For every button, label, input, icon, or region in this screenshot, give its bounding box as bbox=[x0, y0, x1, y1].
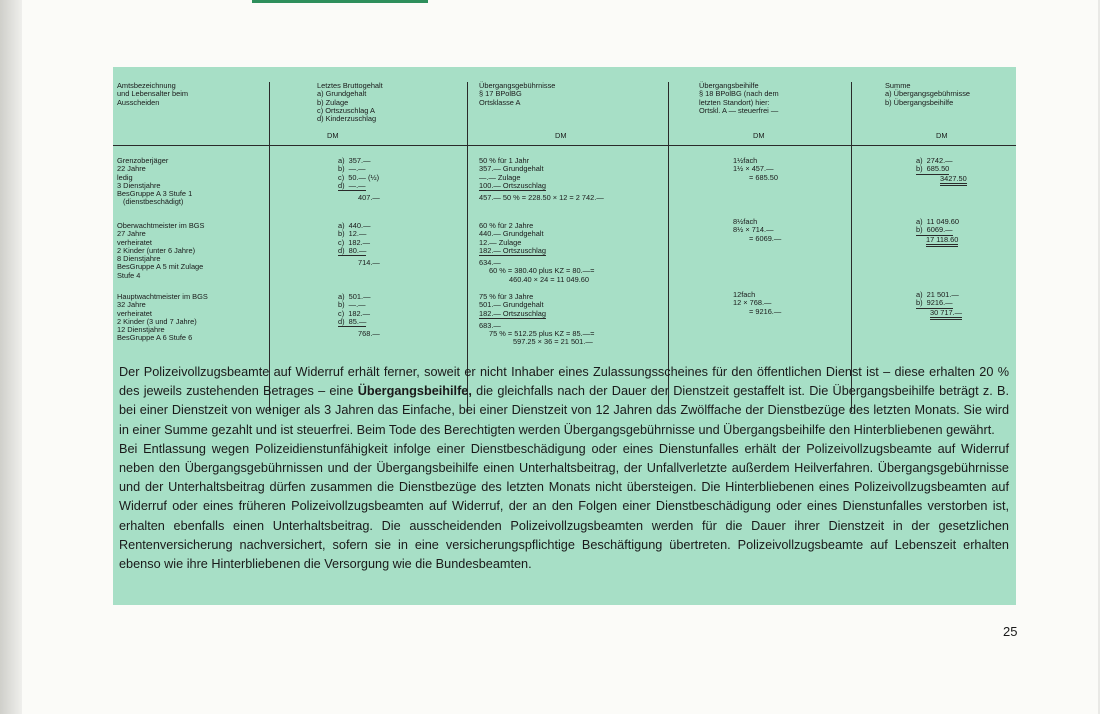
header-line: a) Übergangsgebührnisse bbox=[885, 89, 971, 99]
paragraph-text: Der Polizeivollzugsbeamte auf Widerruf erhält ferner, soweit er nicht Inhaber eines Zulassungsscheines für den öffentlichen Dienst ist – diese erhalten 20 % des jeweils zustehenden Betrages – eine bbox=[119, 365, 1009, 399]
beihilfe-line: 8½ × 714.— bbox=[733, 225, 774, 235]
person-line: Stufe 4 bbox=[117, 270, 141, 280]
person-line: 3 Dienstjahre bbox=[117, 180, 161, 190]
unit-label: DM bbox=[753, 131, 765, 140]
paragraph: Bei Entlassung wegen Polizeidienstunfähigkeit infolge einer Dienstbeschädigung oder eines Dienstunfalles erhält der Polizeivollzugsbeamte auf Widerruf neben den Übergangsgebührnissen und der Übergangsbeihilfe einen Unterhaltsbeitrag, der Unfallverletzte außerdem Heilverfahren. Übergangsgebührnisse und der Unterhaltsbeitrag dürfen zusammen die Dienstbezüge des letzten Monats nicht übersteigen. Die Hinterbliebenen eines Polizeivollzugsbeamten auf Widerruf oder eines früheren Polizeivollzugsbeamten auf Widerruf, der an den Folgen einer Dienstbeschädigung oder eines Dienstunfalles verstorben ist, erhalten ebenfalls einen Unterhaltsbeitrag. Die ausscheidenden Polizeivollzugsbeamten werden für die Dauer ihrer Dienstzeit in der gesetzlichen Rentenversicherung nachversichert, sofern sie in eine versicherungspflichtige Beschäftigung übertreten. Polizeivollzugsbeamte auf Lebenszeit erhalten ebenso wie ihre Hinterbliebenen die Versorgung wie die Bundesbeamten. bbox=[119, 441, 1009, 572]
person-line: 2 Kinder (unter 6 Jahre) bbox=[117, 245, 196, 255]
summe-line: b) 9216.— bbox=[916, 298, 953, 308]
beihilfe-cell bbox=[733, 291, 781, 316]
unit-label: DM bbox=[936, 131, 948, 140]
gehalt-total: 714.— bbox=[358, 258, 380, 268]
header-line: Ortsklasse A bbox=[479, 97, 521, 107]
gebuehr-line: 460.40 × 24 = 11 049.60 bbox=[509, 274, 590, 284]
gehalt-cell bbox=[338, 157, 380, 202]
gehalt-cell bbox=[338, 293, 380, 338]
beihilfe-line: = 685.50 bbox=[749, 172, 778, 182]
header-line: Ausscheiden bbox=[117, 97, 160, 107]
page bbox=[22, 0, 1098, 714]
header-line: a) Grundgehalt bbox=[317, 89, 367, 99]
summe-line: b) 6069.— bbox=[916, 225, 953, 235]
header-line: § 17 BPolBG bbox=[479, 89, 522, 99]
person-line: (dienstbeschädigt) bbox=[123, 197, 184, 207]
beihilfe-cell bbox=[733, 218, 781, 243]
unit-label: DM bbox=[555, 131, 567, 140]
header-line: c) Ortszuschlag A bbox=[317, 105, 375, 115]
gebuehr-line: 75 % = 512.25 plus KZ = 85.—= bbox=[489, 329, 595, 339]
gebuehr-line: 440.— Grundgehalt bbox=[479, 229, 544, 239]
gebuehr-cell bbox=[479, 222, 594, 284]
header-line: b) Übergangsbeihilfe bbox=[885, 97, 954, 107]
bold-term: Übergangsbeihilfe, bbox=[357, 384, 472, 399]
summe-total: 30 717.— bbox=[930, 309, 962, 320]
person-line: 32 Jahre bbox=[117, 300, 146, 310]
header-bruttogehalt bbox=[317, 82, 383, 123]
header-line: Ortskl. A — steuerfrei — bbox=[699, 105, 779, 115]
header-line: letzten Standort) hier: bbox=[699, 97, 770, 107]
gebuehr-line: 182.— Ortszuschlag bbox=[479, 245, 546, 255]
person-line: 12 Dienstjahre bbox=[117, 325, 165, 335]
header-line: Summe bbox=[885, 81, 911, 90]
summe-total: 3427.50 bbox=[940, 175, 967, 186]
person-line: verheiratet bbox=[117, 308, 152, 318]
summe-cell bbox=[916, 218, 959, 247]
summe-line: b) 685.50 bbox=[916, 164, 950, 174]
header-line: und Lebensalter beim bbox=[117, 89, 189, 99]
person-line: 27 Jahre bbox=[117, 229, 146, 239]
summe-cell bbox=[916, 291, 962, 320]
gebuehr-line: 357.— Grundgehalt bbox=[479, 164, 544, 174]
person-line: BesGruppe A 3 Stufe 1 bbox=[117, 189, 193, 199]
gebuehr-line: 75 % für 3 Jahre bbox=[479, 292, 534, 301]
gehalt-cell bbox=[338, 222, 380, 267]
table-row bbox=[117, 222, 204, 280]
gebuehr-line: 634.— bbox=[479, 258, 501, 268]
header-uebergangsbeihilfe bbox=[699, 82, 779, 115]
page-number: 25 bbox=[1003, 624, 1018, 639]
beihilfe-line: = 6069.— bbox=[749, 233, 782, 243]
person-line: 22 Jahre bbox=[117, 164, 146, 174]
person-line: BesGruppe A 6 Stufe 6 bbox=[117, 333, 193, 343]
beihilfe-line: 8½fach bbox=[733, 217, 758, 226]
gehalt-total: 768.— bbox=[358, 329, 380, 339]
person-line: Oberwachtmeister im BGS bbox=[117, 221, 205, 230]
gehalt-line: a) 501.— bbox=[338, 292, 371, 301]
header-line: Amtsbezeichnung bbox=[117, 81, 176, 90]
gehalt-line: b) —.— bbox=[338, 300, 366, 310]
gehalt-line: a) 440.— bbox=[338, 221, 371, 230]
person-line: BesGruppe A 5 mit Zulage bbox=[117, 262, 204, 272]
person-line: Grenzoberjäger bbox=[117, 156, 169, 165]
table-row bbox=[117, 157, 192, 207]
gebuehr-line: —.— Zulage bbox=[479, 172, 521, 182]
gebuehr-line: 50 % für 1 Jahr bbox=[479, 156, 530, 165]
gebuehr-line: 501.— Grundgehalt bbox=[479, 300, 544, 310]
summe-line: a) 11 049.60 bbox=[916, 217, 960, 226]
gebuehr-cell bbox=[479, 293, 594, 347]
gehalt-line: d) 80.— bbox=[338, 245, 367, 255]
gebuehr-line: 100.— Ortszuschlag bbox=[479, 180, 546, 190]
gebuehr-line: 12.— Zulage bbox=[479, 237, 522, 247]
top-accent-line bbox=[252, 0, 428, 3]
gebuehr-cell bbox=[479, 157, 604, 202]
table-row bbox=[117, 293, 208, 343]
gehalt-line: a) 357.— bbox=[338, 156, 371, 165]
book-spine bbox=[0, 0, 22, 714]
gehalt-line: d) 85.— bbox=[338, 316, 367, 326]
beihilfe-line: 1½ × 457.— bbox=[733, 164, 774, 174]
gebuehr-line: 597.25 × 36 = 21 501.— bbox=[513, 337, 593, 347]
gebuehr-line: 60 % = 380.40 plus KZ = 80.—= bbox=[489, 266, 595, 276]
gehalt-line: c) 50.— (½) bbox=[338, 172, 380, 182]
gebuehr-line: 457.— 50 % = 228.50 × 12 = 2 742.— bbox=[479, 193, 604, 203]
gehalt-total: 407.— bbox=[358, 193, 380, 203]
person-line: 2 Kinder (3 und 7 Jahre) bbox=[117, 316, 197, 326]
gebuehr-line: 60 % für 2 Jahre bbox=[479, 221, 534, 230]
person-line: Hauptwachtmeister im BGS bbox=[117, 292, 208, 301]
beihilfe-line: 1½fach bbox=[733, 156, 758, 165]
gehalt-line: d) —.— bbox=[338, 180, 366, 190]
header-rule bbox=[113, 145, 1016, 146]
header-line: § 18 BPolBG (nach dem bbox=[699, 89, 779, 99]
person-line: 8 Dienstjahre bbox=[117, 254, 161, 264]
gebuehr-line: 683.— bbox=[479, 320, 501, 330]
gebuehr-line: 182.— Ortszuschlag bbox=[479, 308, 546, 318]
header-amtsbezeichnung bbox=[117, 82, 188, 107]
person-line: verheiratet bbox=[117, 237, 152, 247]
beihilfe-line: 12fach bbox=[733, 290, 756, 299]
paragraph bbox=[119, 363, 1009, 440]
gehalt-line: b) —.— bbox=[338, 164, 366, 174]
summe-line: a) 2742.— bbox=[916, 156, 953, 165]
beihilfe-cell bbox=[733, 157, 778, 182]
header-uebergangsgebuehrnisse bbox=[479, 82, 555, 107]
beihilfe-line: 12 × 768.— bbox=[733, 298, 772, 308]
paragraph-text: die gleichfalls nach der Dauer der Dienstzeit gestaffelt ist. Die Übergangsbeihilfe beträgt z. B. bei einer Dienstzeit von weniger als 3 Jahren das Einfache, bei einer Dienstzeit von 12 Jahren das Zwölffache der Dienstbezüge des letzten Monats. Sie wird in einer Summe gezahlt und ist steuerfrei. Beim Tode des Berechtigten werden Übergangsgebührnisse und Übergangsbeihilfe den Hinterbliebenen gewährt. bbox=[119, 384, 1009, 437]
summe-total: 17 118.60 bbox=[926, 236, 958, 247]
unit-label: DM bbox=[327, 131, 339, 140]
person-line: ledig bbox=[117, 172, 133, 182]
body-text bbox=[119, 363, 1009, 574]
gehalt-line: c) 182.— bbox=[338, 308, 371, 318]
header-summe bbox=[885, 82, 970, 107]
header-line: d) Kinderzuschlag bbox=[317, 114, 377, 124]
beihilfe-line: = 9216.— bbox=[749, 306, 782, 316]
header-line: Übergangsgebührnisse bbox=[479, 81, 556, 90]
header-line: Übergangsbeihilfe bbox=[699, 81, 759, 90]
summe-cell bbox=[916, 157, 967, 186]
summe-line: a) 21 501.— bbox=[916, 290, 959, 299]
gehalt-line: b) 12.— bbox=[338, 229, 367, 239]
header-line: Letztes Bruttogehalt bbox=[317, 81, 383, 90]
header-line: b) Zulage bbox=[317, 97, 349, 107]
green-panel bbox=[113, 67, 1016, 605]
gehalt-line: c) 182.— bbox=[338, 237, 371, 247]
